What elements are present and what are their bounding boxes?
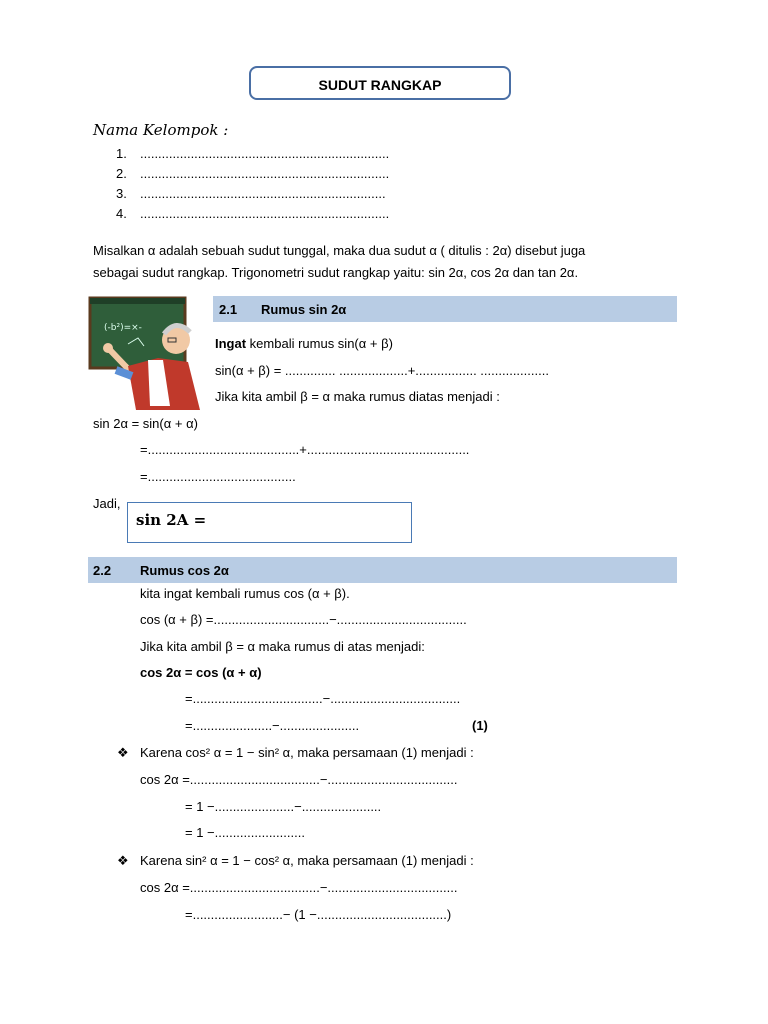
section-2-2-header	[88, 557, 677, 583]
name-blank[interactable]: ....................................................................	[140, 186, 386, 201]
group-label: Nama Kelompok :	[93, 121, 229, 139]
substitution-note: Jika kita ambil β = α maka rumus di atas menjadi:	[140, 639, 425, 654]
name-blank[interactable]: .....................................................................	[140, 206, 390, 221]
sin-2a-expansion: sin 2α = sin(α + α)	[93, 416, 198, 431]
cos-2a-form-1-step-3[interactable]: = 1 −.........................	[185, 825, 305, 840]
name-blank[interactable]: .....................................................................	[140, 146, 390, 161]
section-2-1-header	[213, 296, 677, 322]
conclusion-label: Jadi,	[93, 496, 121, 511]
bullet-icon: ❖	[117, 745, 129, 760]
list-item-number: 4.	[116, 206, 127, 221]
cos-2a-form-1-step-1[interactable]: cos 2α =....................................−....................................	[140, 772, 458, 787]
cos-2a-form-2-step-1[interactable]: cos 2α =....................................−....................................	[140, 880, 458, 895]
list-item-number: 1.	[116, 146, 127, 161]
substitution-note: Jika kita ambil β = α maka rumus diatas menjadi :	[215, 389, 500, 404]
cos-2a-expansion: cos 2α = cos (α + α)	[140, 665, 262, 680]
section-title: Rumus cos 2α	[140, 563, 229, 578]
page-title: SUDUT RANGKAP	[249, 66, 511, 100]
svg-text:(-b²)=×-: (-b²)=×-	[104, 323, 142, 333]
section-number: 2.2	[93, 563, 112, 578]
identity-note-2: Karena sin² α = 1 − cos² α, maka persamaan (1) menjadi :	[140, 853, 474, 868]
cos-reminder: kita ingat kembali rumus cos (α + β).	[140, 586, 350, 601]
sin-2a-answer-box[interactable]	[127, 502, 412, 543]
intro-line-1: Misalkan α adalah sebuah sudut tunggal, maka dua sudut α ( ditulis : 2α) disebut juga	[93, 243, 586, 258]
intro-line-2: sebagai sudut rangkap. Trigonometri sudut rangkap yaitu: sin 2α, cos 2α dan tan 2α.	[93, 265, 579, 280]
sin-sum-formula[interactable]: sin(α + β) = .............. ...................+................. ...................	[215, 363, 549, 378]
cos-2a-step-2[interactable]: =......................−......................	[185, 718, 360, 733]
reminder-bold: Ingat	[215, 336, 247, 351]
name-blank[interactable]: .....................................................................	[140, 166, 390, 181]
section-title: Rumus sin 2α	[261, 302, 347, 317]
equation-number: (1)	[472, 718, 488, 733]
identity-note-1: Karena cos² α = 1 − sin² α, maka persamaan (1) menjadi :	[140, 745, 474, 760]
sin-2a-step-2[interactable]: =.........................................	[140, 469, 296, 484]
list-item-number: 2.	[116, 166, 127, 181]
cos-2a-form-1-step-2[interactable]: = 1 −......................−......................	[185, 799, 382, 814]
teacher-illustration	[88, 296, 206, 410]
list-item-number: 3.	[116, 186, 127, 201]
sin-2a-step-1[interactable]: =..........................................+.............................................	[140, 442, 470, 457]
cos-sum-formula[interactable]: cos (α + β) =................................−....................................	[140, 612, 467, 627]
section-number: 2.1	[219, 302, 238, 317]
cos-2a-step-1[interactable]: =....................................−....................................	[185, 691, 461, 706]
answer-formula: sin 2A =	[136, 511, 207, 529]
cos-2a-form-2-step-2[interactable]: =.........................− (1 −....................................)	[185, 907, 452, 922]
reminder-rest: kembali rumus sin(α + β)	[246, 336, 393, 351]
reminder-line	[215, 336, 393, 351]
bullet-icon: ❖	[117, 853, 129, 868]
